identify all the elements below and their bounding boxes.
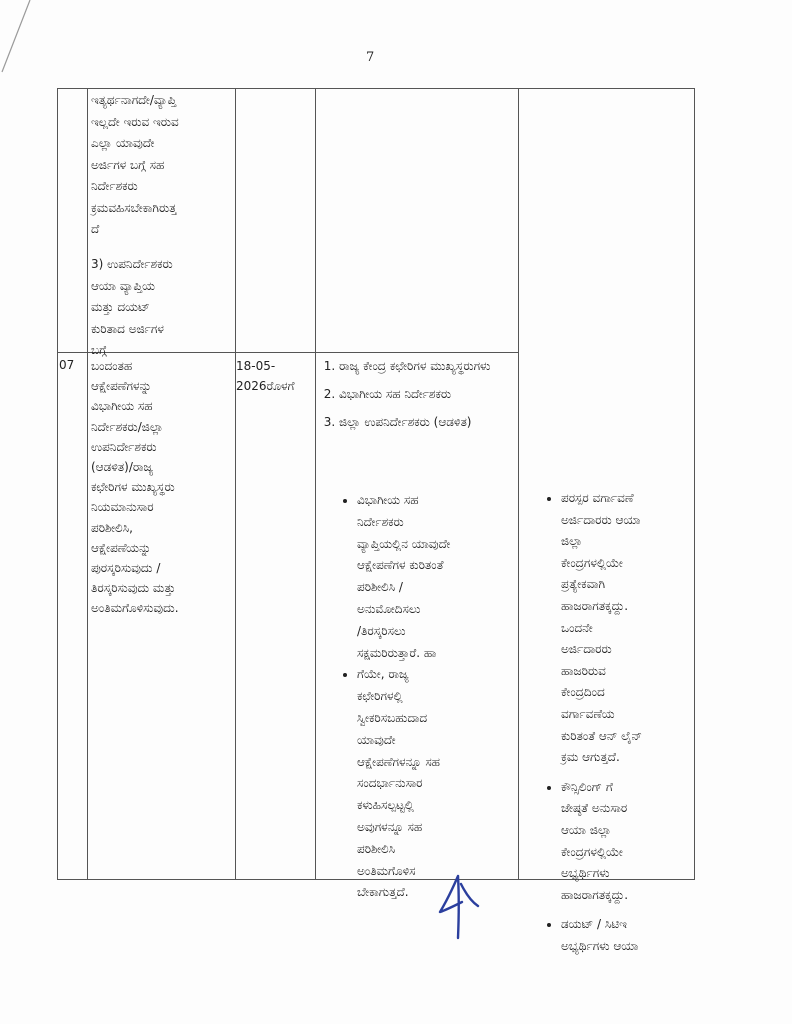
column-divider-deadline (315, 88, 316, 880)
note-item: • ಡಯಟ್ / ಸಿಟಿಇ ಅಭ್ಯರ್ಥಿಗಳು ಆಯಾ (561, 914, 709, 957)
continued-task-text: ಇತ್ಯರ್ಥನಾಗದೇ/ವ್ಯಾಪ್ತಿ ಇಲ್ಲದೇ ಇರುವ ಇರುವ ಎಲ್ಲಾ ಯಾವುದೇ ಅರ್ಜಿಗಳ ಬಗ್ಗೆ ಸಹ ನಿರ್ದೇಶಕರು ಕ್ರಮವಹಿಸಬೇಕಾಗಿರುತ್ತ ದೆ (91, 93, 179, 236)
duty-item: • ವಿಭಾಗೀಯ ಸಹ ನಿರ್ದೇಶಕರು ವ್ಯಾಪ್ತಿಯಲ್ಲಿನ ಯಾವುದೇ ಆಕ್ಷೇಪಣೆಗಳ ಕುರಿತಂತೆ ಪರಿಶೀಲಿಸಿ / ಅನುಮೋದಿಸಲು /ತಿರಸ್ಕರಿಸಲು ಸಕ್ಷಮರಿರುತ್ತಾರೆ. ಹಾ (357, 490, 532, 664)
note-item: • ಕೌನ್ಸಿಲಿಂಗ್ ಗೆ ಜೇಷ್ಠತೆ ಅನುಸಾರ ಆಯಾ ಜಿಲ್ಲಾ ಕೇಂದ್ರಗಳಲ್ಲಿಯೇ ಅಭ್ಯರ್ಥಿಗಳು ಹಾಜರಾಗತಕ್ಕದ್ದು. (561, 777, 709, 907)
continued-task-point-3: 3) ಉಪನಿರ್ದೇಶಕರು ಆಯಾ ವ್ಯಾಪ್ತಿಯ ಮತ್ತು ದಯಟ್ ಕುರಿತಾದ ಅರ್ಜಿಗಳ ಬಗ್ಗೆ (91, 257, 173, 357)
column-divider-task (235, 88, 236, 880)
page-number: 7 (366, 50, 375, 65)
duty-item: • ಗೆಯೇ, ರಾಜ್ಯ ಕಛೇರಿಗಳಲ್ಲಿ ಸ್ವೀಕರಿಸಬಹುದಾದ ಯಾವುದೇ ಆಕ್ಷೇಪಣೆಗಳನ್ನೂ ಸಹ ಸಂದರ್ಭಾನುಸಾರ ಕಳುಹಿಸಲ್ಪಟ್ಟಲ್ಲಿ ಅವುಗಳನ್ನೂ ಸಹ ಪರಿಶೀಲಿಸಿ ಅಂತಿಮಗೊಳಿಸ ಬೇಕಾಗುತ್ತದೆ. (357, 664, 532, 904)
table-border-top (57, 88, 695, 89)
authority-item: 2. ವಿಭಾಗೀಯ ಸಹ ನಿರ್ದೇಶಕರು (339, 384, 537, 404)
schedule-table (57, 88, 695, 953)
authority-item: 1. ರಾಜ್ಯ ಕೇಂದ್ರ ಕಛೇರಿಗಳ ಮುಖ್ಯಸ್ಥರುಗಳು (339, 356, 537, 376)
row-serial-number: 07 (59, 358, 75, 372)
row-task-description: ಬಂದಂತಹ ಆಕ್ಷೇಪಣೆಗಳನ್ನು ವಿಭಾಗೀಯ ಸಹ ನಿರ್ದೇಶಕರು/ಜಿಲ್ಲಾ ಉಪನಿರ್ದೇಶಕರು (ಆಡಳಿತ)/ರಾಜ್ಯ ಕಛೇರಿಗಳ ಮುಖ್ಯಸ್ಥರು ನಿಯಮಾನುಸಾರ ಪರಿಶೀಲಿಸಿ, ಆಕ್ಷೇಪಣೆಯನ್ನು ಪುರಸ್ಕರಿಸುವುದು / ತಿರಸ್ಕರಿಸುವುದು ಮತ್ತು ಅಂತಿಮಗೊಳಿಸುವುದು. (91, 359, 179, 616)
row-deadline: 18-05- 2026ರೊಳಗೆ (236, 359, 295, 393)
table-border-left (57, 88, 58, 880)
notes-list (543, 488, 709, 965)
column-divider-serial (87, 88, 88, 880)
authority-item: 3. ಜಿಲ್ಲಾ ಉಪನಿರ್ದೇಶಕರು (ಆಡಳಿತ) (339, 412, 537, 432)
scan-edge-mark (0, 0, 40, 80)
responsible-authorities-list (319, 356, 537, 440)
note-item: • ಪರಸ್ಪರ ವರ್ಗಾವಣೆ ಅರ್ಜಿದಾರರು ಆಯಾ ಜಿಲ್ಲಾ ಕೇಂದ್ರಗಳಲ್ಲಿಯೇ ಪ್ರತ್ಯೇಕವಾಗಿ ಹಾಜರಾಗತಕ್ಕದ್ದು. ಒಂದನೇ ಅರ್ಜಿದಾರರು ಹಾಜರಿರುವ ಕೇಂದ್ರದಿಂದ ವರ್ಗಾವಣೆಯ ಕುರಿತಂತೆ ಆನ್ ಲೈನ್ ಕ್ರಮ ಆಗುತ್ತದೆ. (561, 488, 709, 769)
duties-list (339, 490, 532, 904)
signature-mark (428, 872, 488, 942)
